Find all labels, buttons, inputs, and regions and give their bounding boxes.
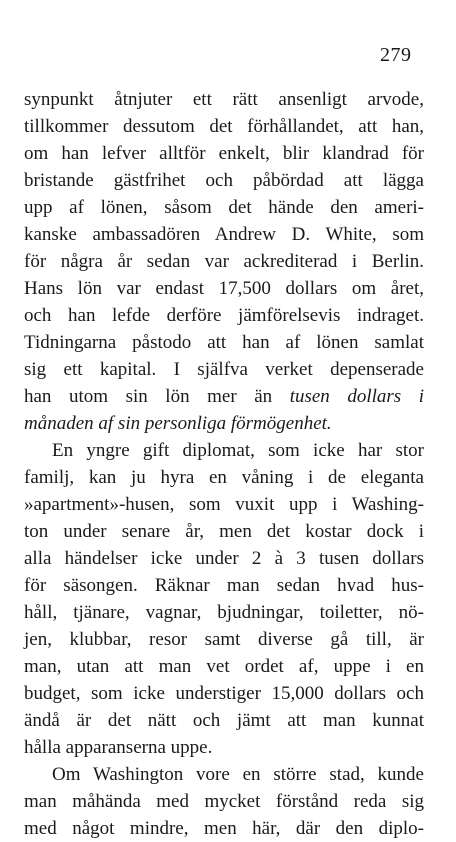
text-segment: alla händelser icke under 2 à 3 tusen dollars — [24, 548, 424, 569]
text-line — [24, 86, 424, 113]
text-line — [24, 761, 424, 788]
text-segment: och han lefde derföre jämförelsevis indraget. — [24, 305, 424, 326]
text-line — [24, 410, 424, 437]
text-line — [24, 788, 424, 815]
text-segment: man, utan att man vet ordet af, uppe i en — [24, 656, 424, 677]
text-line — [24, 653, 424, 680]
text-segment: Hans lön var endast 17,500 dollars om året, — [24, 278, 424, 299]
text-line — [24, 113, 424, 140]
text-segment: jen, klubbar, resor samt diverse gå till, är — [24, 629, 424, 650]
text-segment: man måhända med mycket förstånd reda sig — [24, 791, 424, 812]
text-line — [24, 383, 424, 410]
page-number: 279 — [380, 44, 412, 66]
text-line — [24, 221, 424, 248]
text-line — [24, 437, 424, 464]
text-segment: »apartment»-husen, som vuxit upp i Washing- — [24, 494, 424, 515]
text-segment: för några år sedan var ackrediterad i Berlin. — [24, 251, 424, 272]
text-segment: för säsongen. Räknar man sedan hvad hus- — [24, 575, 424, 596]
text-line — [24, 518, 424, 545]
text-line — [24, 140, 424, 167]
text-line — [24, 248, 424, 275]
text-segment: ton under senare år, men det kostar dock i — [24, 521, 424, 542]
text-segment: En yngre gift diplomat, som icke har stor — [52, 440, 424, 461]
text-line — [24, 329, 424, 356]
text-line — [24, 545, 424, 572]
text-line — [24, 302, 424, 329]
text-line — [24, 491, 424, 518]
text-segment: upp af lönen, såsom det hände den ameri- — [24, 197, 424, 218]
italic-text: tusen dollars i — [289, 386, 425, 407]
text-line — [24, 572, 424, 599]
italic-text: månaden af sin personliga förmögenhet. — [24, 413, 332, 434]
text-line — [24, 626, 424, 653]
text-segment: ändå är det nätt och jämt att man kunnat — [24, 710, 424, 731]
text-line — [24, 167, 424, 194]
text-line — [24, 356, 424, 383]
text-segment: budget, som icke understiger 15,000 dollars och — [24, 683, 424, 704]
body-text — [24, 86, 424, 842]
text-segment: om han lefver alltför enkelt, blir klandrad för — [24, 143, 424, 164]
text-line — [24, 599, 424, 626]
text-line — [24, 815, 424, 842]
text-segment: han utom sin lön mer än — [24, 386, 290, 407]
text-line — [24, 734, 424, 761]
text-segment: Tidningarna påstodo att han af lönen samlat — [24, 332, 424, 353]
text-line — [24, 707, 424, 734]
text-line — [24, 275, 424, 302]
text-line — [24, 680, 424, 707]
text-segment: Om Washington vore en större stad, kunde — [52, 764, 424, 785]
text-segment: sig ett kapital. I själfva verket depenserade — [24, 359, 424, 380]
text-line — [24, 464, 424, 491]
text-segment: hålla apparanserna uppe. — [24, 737, 213, 758]
text-segment: bristande gästfrihet och påbördad att lägga — [24, 170, 424, 191]
text-segment: synpunkt åtnjuter ett rätt ansenligt arvode, — [24, 89, 424, 110]
text-line — [24, 194, 424, 221]
text-segment: kanske ambassadören Andrew D. White, som — [24, 224, 424, 245]
text-segment: familj, kan ju hyra en våning i de eleganta — [24, 467, 424, 488]
text-segment: håll, tjänare, vagnar, bjudningar, toiletter, nö- — [24, 602, 424, 623]
text-segment: tillkommer dessutom det förhållandet, att han, — [24, 116, 424, 137]
text-segment: med något mindre, men här, där den diplo- — [24, 818, 424, 839]
